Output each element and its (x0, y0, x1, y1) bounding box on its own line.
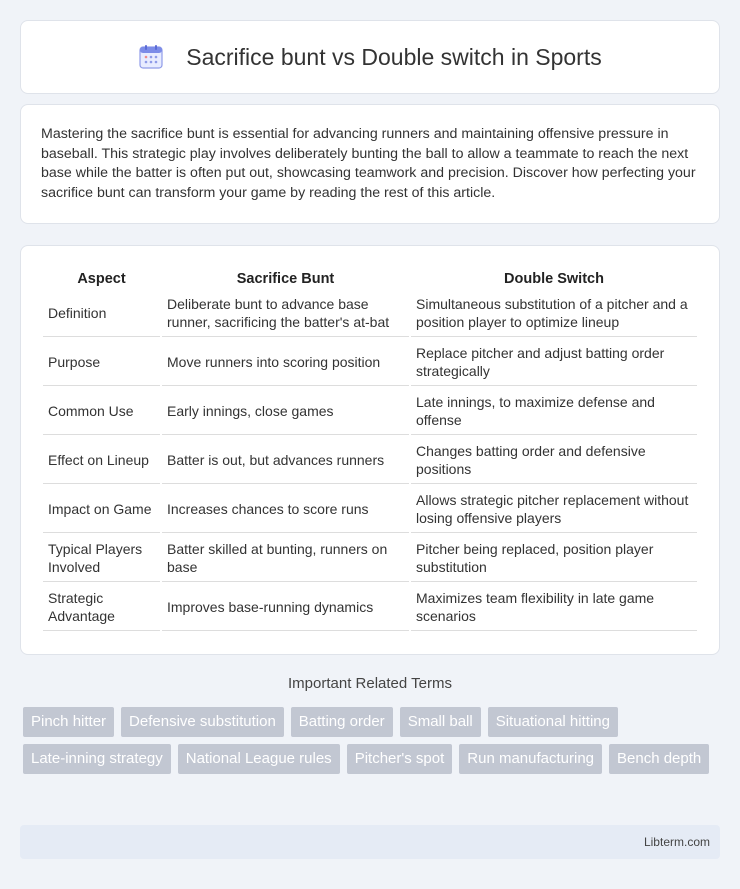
sacrifice-bunt-cell: Deliberate bunt to advance base runner, sacrificing the batter's at-bat (162, 290, 409, 337)
aspect-cell: Impact on Game (43, 486, 160, 533)
comparison-table (41, 266, 699, 633)
double-switch-cell: Replace pitcher and adjust batting order strategically (411, 339, 697, 386)
intro-card (20, 104, 720, 224)
table-row (43, 486, 697, 533)
double-switch-cell: Changes batting order and defensive positions (411, 437, 697, 484)
aspect-cell: Common Use (43, 388, 160, 435)
intro-text: Mastering the sacrifice bunt is essential for advancing runners and maintaining offensive pressure in baseball. This strategic play involves deliberately bunting the ball to allow a teammate to reach the next base while the batter is often put out, showcasing teamwork and precision. Discover how perfecting your sacrifice bunt can transform your game by reading the rest of this article. (41, 126, 696, 201)
table-row (43, 437, 697, 484)
sacrifice-bunt-cell: Increases chances to score runs (162, 486, 409, 533)
table-header-row (43, 268, 697, 288)
table-row (43, 584, 697, 631)
related-term-tag[interactable]: National League rules (178, 744, 340, 774)
page-title: Sacrifice bunt vs Double switch in Sports (186, 43, 602, 70)
sacrifice-bunt-cell: Improves base-running dynamics (162, 584, 409, 631)
page-header (20, 20, 720, 94)
double-switch-cell: Late innings, to maximize defense and offense (411, 388, 697, 435)
related-term-tag[interactable]: Run manufacturing (459, 744, 602, 774)
column-header: Aspect (77, 271, 126, 287)
double-switch-cell: Maximizes team flexibility in late game scenarios (411, 584, 697, 631)
sacrifice-bunt-cell: Early innings, close games (162, 388, 409, 435)
column-header: Sacrifice Bunt (236, 271, 335, 287)
table-row (43, 388, 697, 435)
related-term-tag[interactable]: Pinch hitter (23, 707, 114, 737)
aspect-cell: Typical Players Involved (43, 535, 160, 582)
table-row (43, 535, 697, 582)
related-term-tag[interactable]: Batting order (291, 707, 393, 737)
aspect-cell: Strategic Advantage (43, 584, 160, 631)
aspect-cell: Definition (43, 290, 160, 337)
related-term-tag[interactable]: Bench depth (609, 744, 709, 774)
sacrifice-bunt-cell: Batter skilled at bunting, runners on base (162, 535, 409, 582)
sacrifice-bunt-cell: Batter is out, but advances runners (162, 437, 409, 484)
double-switch-cell: Pitcher being replaced, position player substitution (411, 535, 697, 582)
sacrifice-bunt-cell: Move runners into scoring position (162, 339, 409, 386)
column-header: Double Switch (504, 271, 604, 287)
double-switch-cell: Allows strategic pitcher replacement without losing offensive players (411, 486, 697, 533)
related-terms-title: Important Related Terms (288, 675, 452, 692)
related-term-tag[interactable]: Defensive substitution (121, 707, 284, 737)
table-row (43, 290, 697, 337)
related-terms-list (23, 707, 723, 781)
aspect-cell: Purpose (43, 339, 160, 386)
related-term-tag[interactable]: Late-inning strategy (23, 744, 171, 774)
aspect-cell: Effect on Lineup (43, 437, 160, 484)
double-switch-cell: Simultaneous substitution of a pitcher and a position player to optimize lineup (411, 290, 697, 337)
related-term-tag[interactable]: Pitcher's spot (347, 744, 453, 774)
footer (20, 825, 720, 859)
table-row (43, 339, 697, 386)
footer-site-link[interactable]: Libterm.com (643, 835, 710, 849)
comparison-card (20, 245, 720, 655)
related-term-tag[interactable]: Small ball (400, 707, 481, 737)
related-term-tag[interactable]: Situational hitting (488, 707, 618, 737)
calendar-icon (138, 44, 164, 70)
